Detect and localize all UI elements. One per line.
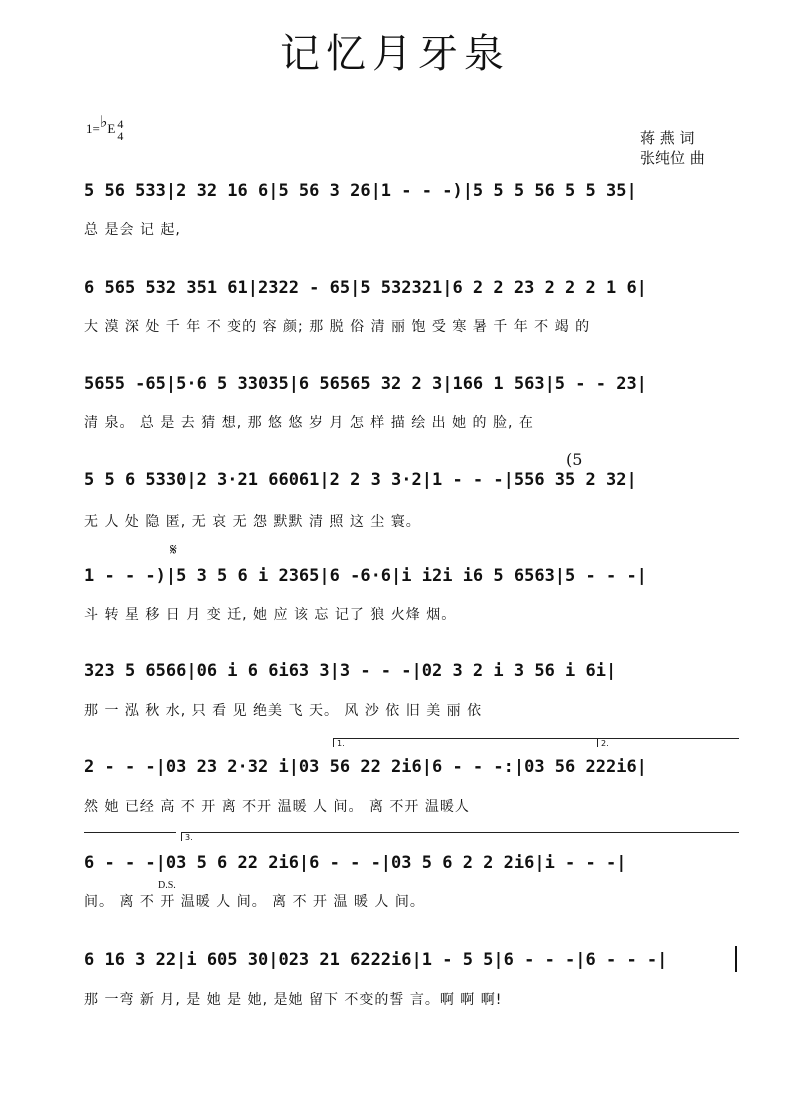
notation-line-5: 1 - - -)|5 3 5 6 i 2365|6 -6·6|i i2i i6 5 6563|5 - - -| bbox=[84, 566, 647, 586]
ending-3-bracket bbox=[181, 832, 739, 841]
lyrics-line-2: 大 漠 深 处 千 年 不 变的 容 颜; 那 脱 俗 清 丽 饱 受 寒 暑 千 年 不 竭 的 bbox=[84, 319, 591, 335]
segno-sign: 𝄋 bbox=[170, 540, 177, 559]
time-bottom: 4 bbox=[117, 129, 124, 144]
notation-line-7: 2 - - -|03 23 2·32 i|03 56 22 2i6|6 - - -:|03 56 222i6| bbox=[84, 757, 647, 777]
ds-mark: D.S. bbox=[158, 880, 176, 891]
lyrics-line-1: 总 是会 记 起, bbox=[84, 222, 181, 238]
ending-1-label: 1. bbox=[337, 739, 345, 748]
key-note: E bbox=[107, 121, 116, 136]
lyrics-line-9: 那 一弯 新 月, 是 她 是 她, 是她 留下 不变的誓 言。啊 啊 啊! bbox=[84, 992, 503, 1008]
notation-line-1: 5 56 533|2 32 16 6|5 56 3 26|1 - - -)|5 5 5 56 5 5 35| bbox=[84, 181, 637, 201]
credits bbox=[640, 128, 705, 168]
notation-line-3: 5655 -65|5·6 5 33035|6 56565 32 2 3|166 1 563|5 - - 23| bbox=[84, 374, 647, 394]
notation-line-6: 323 5 6566|06 i 6 6i63 3|3 - - -|02 3 2 i 3 56 i 6i| bbox=[84, 661, 617, 681]
flat-sign: ♭ bbox=[99, 114, 108, 131]
composer-credit: 张纯位 曲 bbox=[640, 149, 705, 167]
key-prefix: 1= bbox=[86, 121, 100, 136]
notation-line-2: 6 565 532 351 61|2322 - 65|5 532321|6 2 2 23 2 2 2 1 6| bbox=[84, 278, 647, 298]
paren-five-mark: (5 bbox=[566, 450, 583, 469]
notation-line-8: 6 - - -|03 5 6 22 2i6|6 - - -|03 5 6 2 2 2i6|i - - -| bbox=[84, 853, 627, 873]
lyrics-line-7: 然 她 已经 高 不 开 离 不开 温暖 人 间。 离 不开 温暖人 bbox=[84, 799, 470, 815]
ending-2-bracket bbox=[597, 738, 739, 747]
time-signature bbox=[117, 118, 123, 142]
lyrics-line-5: 斗 转 星 移 日 月 变 迁, 她 应 该 忘 记了 狼 火烽 烟。 bbox=[84, 607, 457, 623]
ending-2-continuation bbox=[84, 832, 176, 833]
lyrics-line-6: 那 一 泓 秋 水, 只 看 见 绝美 飞 天。 风 沙 依 旧 美 丽 依 bbox=[84, 703, 483, 719]
song-title: 记忆月牙泉 bbox=[280, 31, 510, 77]
notation-line-9: 6 16 3 22|i 605 30|023 21 6222i6|1 - 5 5|6 - - -|6 - - -| bbox=[84, 950, 668, 970]
notation-line-4: 5 5 6 5330|2 3·21 66061|2 2 3 3·2|1 - - -|556 35 2 32| bbox=[84, 470, 637, 490]
lyrics-line-4: 无 人 处 隐 匿, 无 哀 无 怨 默默 清 照 这 尘 寰。 bbox=[84, 514, 421, 530]
ending-2-label: 2. bbox=[601, 739, 609, 748]
lyrics-line-8: 间。 离 不 开 温暖 人 间。 离 不 开 温 暖 人 间。 bbox=[84, 894, 425, 910]
final-barline bbox=[735, 946, 737, 972]
key-signature bbox=[86, 114, 124, 144]
ending-3-label: 3. bbox=[185, 833, 193, 842]
time-top: 4 bbox=[117, 117, 124, 132]
ending-1-bracket bbox=[333, 738, 597, 747]
lyricist-credit: 蒋 燕 词 bbox=[640, 129, 695, 147]
lyrics-line-3: 清 泉。 总 是 去 猜 想, 那 悠 悠 岁 月 怎 样 描 绘 出 她 的 脸, 在 bbox=[84, 415, 534, 431]
